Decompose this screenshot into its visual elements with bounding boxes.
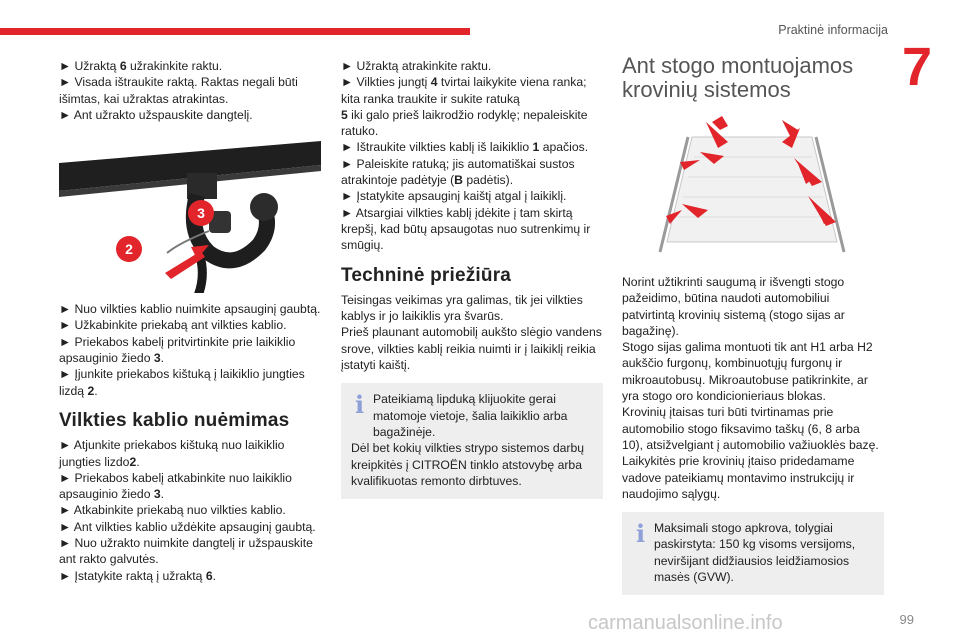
step-line-text: ► Atkabinkite priekabą nuo vilkties kablio.	[59, 503, 286, 518]
column-3	[622, 54, 884, 595]
roof-illustration	[622, 112, 884, 262]
step-line-text: ► Vilkties jungtį	[341, 75, 431, 90]
step-line-text-end: .	[212, 568, 217, 583]
watermark: carmanualsonline.info	[588, 612, 783, 634]
unlock-steps	[341, 58, 603, 254]
step-line-text-end: iki galo prieš laikrodžio rodyklę; nepaleiskite ratuko.	[341, 107, 588, 139]
intro-steps	[59, 58, 321, 123]
step-line-ref: 5	[341, 107, 348, 122]
step-line	[59, 334, 321, 367]
step-line	[341, 58, 603, 74]
maintenance-text-1: Teisingas veikimas yra galimas, tik jei vilkties kablys ir jo laikiklis yra švarūs.	[341, 292, 583, 324]
step-line	[59, 366, 321, 399]
page-number: 99	[899, 612, 914, 627]
step-line	[59, 301, 321, 317]
roof-text-1: Norint užtikrinti saugumą ir išvengti stogo pažeidimo, būtina naudoti automobiliui patvirtintą krovinių sistemą (stogo sijas ar bagažinę).	[622, 275, 845, 338]
tow-hook-illustration	[59, 133, 321, 293]
roof-text-3: Krovinių įtaisas turi būti tvirtinamas prie automobilio stogo fiksavimo taškų (6, 8 arba 10), atsižvelgiant į automobilio važiuoklės bazę. Laikykitės prie krovinių įtaiso pridedamame vadove pateikiamų montavimo instrukcijų ir naudojimo sąlygų.	[622, 405, 879, 501]
callout-2-label: 2	[125, 241, 133, 258]
step-line	[59, 568, 321, 584]
step-line-ref: B	[454, 173, 463, 188]
step-line-ref: 3	[153, 351, 161, 366]
step-line-text: ► Nuo užrakto nuimkite dangtelį ir užspauskite ant rakto galvutės.	[59, 536, 313, 567]
step-line	[59, 437, 321, 470]
step-line-text: ► Priekabos kabelį pritvirtinkite prie laikiklio apsauginio žiedo	[59, 334, 296, 366]
step-line	[341, 156, 603, 189]
info-box-roof-load	[622, 512, 884, 595]
step-line-ref: 6	[119, 59, 127, 73]
column-2	[341, 58, 603, 499]
column-1	[59, 58, 321, 584]
step-line	[59, 535, 321, 568]
roof-image	[622, 112, 884, 262]
step-line-text: ► Atjunkite priekabos kištuką nuo laikiklio jungties lizdo	[59, 438, 285, 469]
step-line-text: ► Įstatykite apsauginį kaištį atgal į laikiklį.	[341, 189, 567, 204]
step-line-text-end: .	[136, 454, 140, 469]
after-steps	[59, 301, 321, 399]
step-line	[59, 74, 321, 107]
step-line-ref: 2	[87, 383, 95, 398]
removal-steps	[59, 437, 321, 584]
step-line	[59, 502, 321, 518]
step-line-text: ► Įstatykite raktą į užraktą	[59, 568, 206, 583]
step-line-text-end: .	[94, 383, 98, 398]
info-sticker-text: Pateikiamą lipduką klijuokite gerai matomoje vietoje, šalia laikiklio arba bagažinėje.	[373, 392, 568, 439]
step-line-ref: 3	[153, 487, 161, 502]
chapter-number: 7	[901, 37, 932, 97]
step-line-text: ► Įjunkite priekabos kištuką į laikiklio jungties lizdą	[59, 367, 305, 398]
info-dealer-text: Dėl bet kokių vilkties strypo sistemos darbų kreipkitės į CITROËN tinklo atstovybę arba kvalifikuotas remonto dirbtuves.	[351, 441, 585, 488]
section-title-maintenance: Techninė priežiūra	[341, 264, 512, 286]
roof-text-2: Stogo sijas galima montuoti tik ant H1 arba H2 aukščio furgonų, kombinuotųjų furgonų ir mikroautobusų. Mikroautobuse patikrinkite, ar yra stogo oro kondicionieriaus blokas.	[622, 340, 873, 404]
step-line-ref: 4	[430, 75, 438, 90]
step-line	[341, 188, 603, 204]
step-line-text: ► Ant vilkties kablio uždėkite apsauginį gaubtą.	[59, 519, 316, 534]
roof-load-text: Maksimali stogo apkrova, tolygiai paskirstyta: 150 kg visoms versijoms, neviršijant didžiausios leidžiamosios masės (GVW).	[654, 521, 856, 585]
step-line-text: ► Ant užrakto užspauskite dangtelį.	[59, 107, 253, 122]
info-icon: i	[636, 519, 646, 549]
step-line-text: ► Užraktą atrakinkite raktu.	[341, 59, 492, 73]
step-line-text: ► Paleiskite ratuką; jis automatiškai sustos atrakintoje padėtyje (	[341, 156, 575, 188]
info-icon: i	[355, 390, 365, 420]
step-line-text: ► Priekabos kabelį atkabinkite nuo laikiklio apsauginio žiedo	[59, 470, 292, 502]
roof-title-line-2: krovinių sistemos	[622, 77, 791, 102]
step-line-text-end: .	[160, 487, 165, 502]
step-line	[59, 58, 321, 74]
step-line-text-end: padėtis).	[462, 173, 514, 188]
callout-3-label: 3	[197, 205, 205, 222]
step-line	[341, 74, 603, 107]
step-line-text: ► Visada ištraukite raktą. Raktas negali būti išimtas, kai užraktas atrakintas.	[59, 75, 298, 106]
step-line	[59, 519, 321, 535]
roof-title-line-1: Ant stogo montuojamos	[622, 53, 854, 78]
step-line	[341, 107, 603, 140]
step-line	[59, 317, 321, 333]
step-line-text: ► Ištraukite vilkties kablį iš laikiklio	[341, 140, 533, 155]
step-line-ref: 6	[205, 568, 213, 583]
info-box-sticker	[341, 383, 603, 499]
maintenance-text-2: Prieš plaunant automobilį aukšto slėgio vandens srove, vilkties kablį reikia nuimti ir į laikiklį reikia įstatyti kaištį.	[341, 325, 602, 373]
step-line-text: ► Užkabinkite priekabą ant vilkties kablio.	[59, 318, 287, 333]
tow-hook-image	[59, 133, 321, 293]
step-line-text: ► Užraktą	[59, 59, 120, 73]
step-line	[341, 139, 603, 155]
step-line	[59, 107, 321, 123]
step-line-text-end: .	[160, 351, 165, 366]
step-line-text-end: tvirtai laikykite viena ranka; kita ranka traukite ir sukite ratuką	[341, 75, 587, 106]
section-title-removal: Vilkties kablio nuėmimas	[59, 409, 290, 431]
step-line	[59, 470, 321, 503]
step-line-ref: 2	[129, 454, 137, 469]
step-line-text: ► Atsargiai vilkties kablį įdėkite į tam skirtą krepšį, kad būtų apsaugotas nuo sutrenkimų ir smūgių.	[341, 205, 591, 253]
step-line-ref: 1	[532, 140, 540, 155]
step-line-text: ► Nuo vilkties kablio nuimkite apsauginį gaubtą.	[59, 302, 321, 317]
step-line-text-end: užrakinkite raktu.	[126, 59, 223, 73]
step-line	[341, 205, 603, 254]
header-title: Praktinė informacija	[778, 23, 888, 37]
step-line-text-end: apačios.	[539, 140, 589, 155]
roof-section-title	[622, 54, 884, 102]
header-accent-bar	[0, 28, 470, 35]
